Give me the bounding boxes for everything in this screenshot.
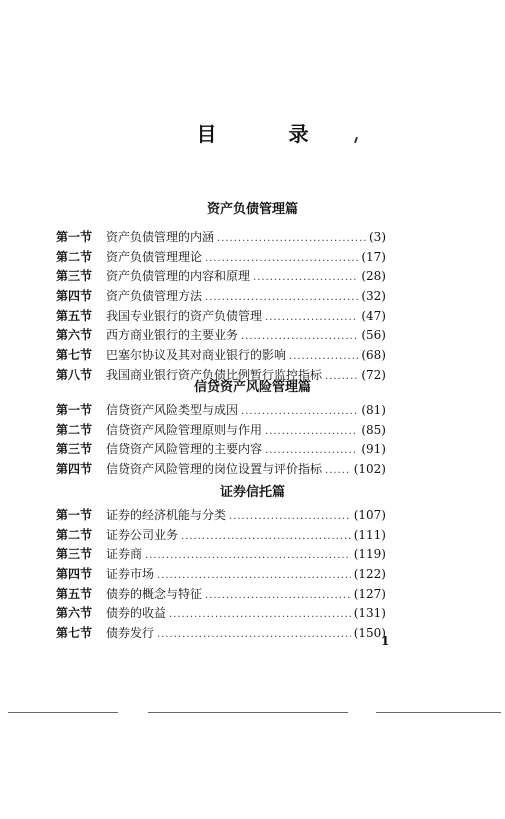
dot-leader — [145, 546, 351, 566]
toc-entry — [56, 287, 386, 307]
section-title: 巴塞尔协议及其对商业银行的影响 — [106, 348, 287, 363]
section-number: 第三节 — [56, 547, 93, 562]
dot-leader — [169, 605, 351, 625]
dot-leader — [265, 308, 358, 328]
toc-entry — [56, 228, 386, 248]
page-reference: (47) — [361, 308, 386, 323]
toc-entry — [56, 545, 386, 565]
page-number: 1 — [381, 634, 390, 648]
section-title: 证券市场 — [106, 567, 155, 582]
page-reference: (68) — [361, 348, 386, 363]
section-title: 信贷资产风险管理的主要内容 — [106, 442, 263, 457]
page-reference: (81) — [361, 403, 386, 417]
page-reference: (119) — [353, 547, 386, 562]
toc-entry — [56, 401, 386, 421]
page-reference: (131) — [353, 606, 386, 621]
page-reference: (107) — [353, 508, 386, 522]
scan-edge-line — [148, 712, 348, 713]
section-number: 第四节 — [56, 289, 93, 304]
dot-leader — [217, 229, 366, 249]
section-title: 资产负债管理方法 — [106, 289, 203, 304]
section-title: 债券的收益 — [106, 606, 167, 621]
section-title: 西方商业银行的主要业务 — [106, 328, 239, 343]
section-title: 信贷资产风险类型与成因 — [106, 403, 239, 417]
toc-entry — [56, 565, 386, 585]
page-reference: (17) — [361, 249, 386, 264]
section-number: 第六节 — [56, 328, 93, 343]
section-number: 第五节 — [56, 308, 93, 323]
toc-entry — [56, 248, 386, 268]
section-title: 资产负债管理的内容和原理 — [106, 269, 251, 284]
section-title: 信贷资产风险管理的岗位设置与评价指标 — [106, 462, 323, 477]
section-title: 资产负债管理的内涵 — [106, 230, 215, 244]
page-reference: (85) — [361, 422, 386, 437]
toc-entry — [56, 267, 386, 287]
dot-leader — [325, 461, 351, 481]
section-number: 第三节 — [56, 269, 93, 284]
page-reference: (56) — [361, 328, 386, 343]
toc-entry — [56, 585, 386, 605]
toc-entry — [56, 506, 386, 526]
toc-entry — [56, 604, 386, 624]
toc-list-credit-risk — [56, 401, 386, 480]
toc-entry — [56, 460, 386, 480]
dot-leader — [289, 347, 358, 367]
dot-leader — [181, 527, 351, 547]
section-number: 第一节 — [56, 508, 93, 522]
toc-entry — [56, 421, 386, 441]
section-title: 证券商 — [106, 547, 143, 562]
toc-entry — [56, 326, 386, 346]
scan-edge-line — [8, 712, 118, 713]
section-number: 第二节 — [56, 422, 93, 437]
section-heading-asset-liability: 资产负债管理篇 — [206, 202, 298, 217]
page-title: 目 录 — [196, 122, 335, 146]
page-reference: (72) — [361, 367, 386, 382]
toc-entry — [56, 624, 386, 644]
section-title: 证券公司业务 — [106, 527, 179, 542]
section-title: 资产负债管理理论 — [106, 249, 203, 264]
page-reference: (3) — [369, 230, 386, 244]
dot-leader — [205, 249, 358, 269]
section-title: 信贷资产风险管理原则与作用 — [106, 422, 263, 437]
dot-leader — [241, 402, 358, 422]
dot-leader — [253, 268, 358, 288]
toc-list-securities-trust — [56, 506, 386, 644]
section-title: 我国专业银行的资产负债管理 — [106, 308, 263, 323]
page-reference: (32) — [361, 289, 386, 304]
section-title: 证券的经济机能与分类 — [106, 508, 227, 522]
section-number: 第四节 — [56, 567, 93, 582]
dot-leader — [157, 625, 351, 645]
section-title: 债券发行 — [106, 626, 155, 641]
section-number: 第七节 — [56, 626, 93, 641]
toc-entry — [56, 440, 386, 460]
section-title: 我国商业银行资产负债比例暂行监控指标 — [106, 367, 323, 382]
page-reference: (127) — [353, 586, 386, 601]
section-number: 第四节 — [56, 462, 93, 477]
dot-leader — [241, 327, 358, 347]
page-reference: (122) — [353, 567, 386, 582]
toc-list-asset-liability — [56, 228, 386, 386]
section-number: 第五节 — [56, 586, 93, 601]
section-number: 第三节 — [56, 442, 93, 457]
page-reference: (111) — [353, 527, 386, 542]
toc-entry — [56, 307, 386, 327]
toc-entry — [56, 526, 386, 546]
section-number: 第八节 — [56, 367, 93, 382]
page-reference: (28) — [361, 269, 386, 284]
dot-leader — [205, 586, 351, 606]
section-number: 第七节 — [56, 348, 93, 363]
dot-leader — [157, 566, 351, 586]
section-number: 第六节 — [56, 606, 93, 621]
section-heading-credit-risk: 信贷资产风险管理篇 — [193, 380, 311, 395]
page-reference: (150) — [353, 626, 386, 641]
section-heading-securities-trust: 证券信托篇 — [219, 485, 285, 500]
toc-entry — [56, 346, 386, 366]
dot-leader — [265, 441, 358, 461]
scan-edge-line — [376, 712, 501, 713]
page-reference: (91) — [361, 442, 386, 457]
section-title: 债券的概念与特征 — [106, 586, 203, 601]
dot-leader — [205, 288, 358, 308]
dot-leader — [229, 507, 351, 527]
page-reference: (102) — [353, 462, 386, 477]
section-number: 第二节 — [56, 527, 93, 542]
dot-leader — [265, 422, 358, 442]
section-number: 第一节 — [56, 403, 93, 417]
section-number: 第一节 — [56, 230, 93, 244]
section-number: 第二节 — [56, 249, 93, 264]
